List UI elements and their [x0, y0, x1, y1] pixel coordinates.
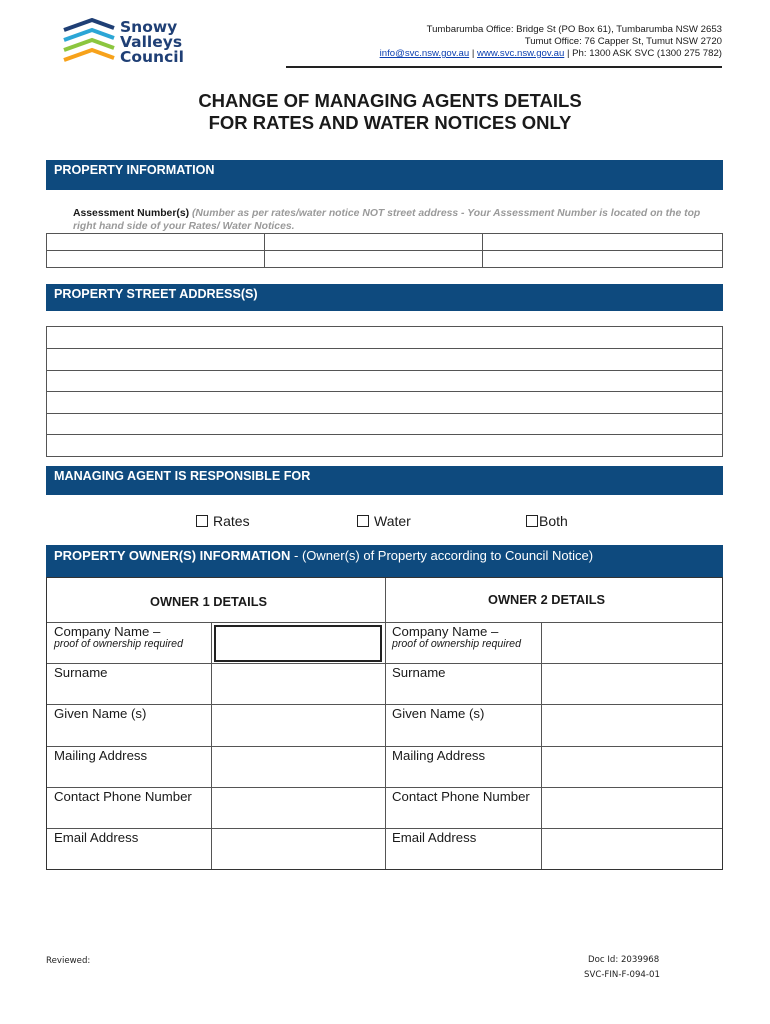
street-address-field[interactable]: [47, 392, 722, 413]
header-divider: [286, 66, 722, 68]
reviewed-label: Reviewed:: [46, 956, 91, 966]
assessment-number-field[interactable]: [47, 251, 264, 267]
office-tumbarumba: Tumbarumba Office: Bridge St (PO Box 61), Tumbarumba NSW 2653: [426, 24, 722, 35]
assessment-number-field[interactable]: [483, 251, 722, 267]
assessment-number-grid: [46, 233, 723, 268]
owner-2-mailing-address-label: Mailing Address: [392, 748, 486, 763]
logo-line-3: Council: [120, 48, 184, 66]
contact-line: [380, 48, 722, 60]
form-title-line-2: FOR RATES AND WATER NOTICES ONLY: [208, 112, 572, 133]
office-tumut: Tumut Office: 76 Capper St, Tumut NSW 2720: [524, 36, 722, 47]
owner-2-given-name-label: Given Name (s): [392, 706, 485, 721]
owner-1-surname-input[interactable]: [212, 664, 385, 704]
section-property-information: [46, 160, 723, 190]
doc-id: Doc Id: 2039968: [588, 955, 660, 965]
owner-1-company-name-label: Company Name –: [54, 624, 161, 639]
section-heading: MANAGING AGENT IS RESPONSIBLE FOR: [54, 469, 311, 483]
option-both[interactable]: [526, 513, 568, 529]
logo-mark-icon: [62, 18, 122, 70]
option-rates[interactable]: [196, 513, 250, 529]
owner-2-mailing-address-input[interactable]: [542, 747, 722, 787]
both-label: Both: [539, 513, 568, 529]
owner-1-given-name-label: Given Name (s): [54, 706, 147, 721]
section-property-owner-information: [46, 545, 723, 577]
section-heading: PROPERTY STREET ADDRESS(S): [54, 287, 258, 301]
owner-1-phone-input[interactable]: [212, 788, 385, 828]
owner-2-phone-input[interactable]: [542, 788, 722, 828]
owner-1-phone-label: Contact Phone Number: [54, 789, 192, 804]
owner-2-ownership-note: proof of ownership required: [392, 638, 521, 650]
street-address-field[interactable]: [47, 327, 722, 348]
street-address-field[interactable]: [47, 435, 722, 456]
street-address-field[interactable]: [47, 371, 722, 391]
owner-2-surname-label: Surname: [392, 665, 446, 680]
owner-info-note: - (Owner(s) of Property according to Council Notice): [290, 548, 594, 563]
owner-1-mailing-address-input[interactable]: [212, 747, 385, 787]
assessment-instructions: [73, 207, 723, 233]
water-checkbox[interactable]: [357, 515, 369, 527]
owner-1-mailing-address-label: Mailing Address: [54, 748, 148, 763]
owner-1-surname-label: Surname: [54, 665, 108, 680]
option-water[interactable]: [357, 513, 411, 529]
street-address-lines: [46, 326, 723, 457]
assessment-number-field[interactable]: [47, 234, 264, 250]
section-heading: PROPERTY INFORMATION: [54, 163, 215, 177]
owner-details-table: [46, 577, 723, 870]
owner-1-ownership-note: proof of ownership required: [54, 638, 183, 650]
assessment-number-field[interactable]: [265, 234, 482, 250]
owner-2-title: OWNER 2 DETAILS: [488, 592, 606, 607]
section-property-street-address: [46, 284, 723, 311]
owner-1-title: OWNER 1 DETAILS: [150, 594, 268, 609]
owner-2-phone-label: Contact Phone Number: [392, 789, 530, 804]
form-title-line-1: CHANGE OF MANAGING AGENTS DETAILS: [198, 90, 582, 111]
street-address-field[interactable]: [47, 349, 722, 370]
owner-2-company-name-label: Company Name –: [392, 624, 499, 639]
form-title: [0, 90, 770, 134]
email-link[interactable]: info@svc.nsw.gov.au: [379, 48, 470, 59]
logo-wordmark: [120, 20, 184, 65]
logo-line-1: Snowy: [120, 18, 178, 36]
rates-checkbox[interactable]: [196, 515, 208, 527]
owner-2-surname-input[interactable]: [542, 664, 722, 704]
section-heading: [54, 548, 593, 563]
owner-1-email-input[interactable]: [212, 829, 385, 869]
owner-1-given-name-input[interactable]: [212, 705, 385, 746]
owner-info-heading: PROPERTY OWNER(S) INFORMATION: [54, 548, 291, 563]
assessment-note: (Number as per rates/water notice NOT street address - Your Assessment Number is located on the top right hand side of your Rates/ Water Notices.: [73, 208, 701, 232]
owner-2-given-name-input[interactable]: [542, 705, 722, 746]
doc-code: SVC-FIN-F-094-01: [584, 970, 660, 980]
assessment-label: Assessment Number(s): [73, 208, 190, 219]
separator: |: [471, 48, 478, 59]
owner-2-email-input[interactable]: [542, 829, 722, 869]
owner-1-email-label: Email Address: [54, 830, 139, 845]
assessment-number-field[interactable]: [265, 251, 482, 267]
office-contact-block: [380, 24, 722, 60]
owner-1-company-name-input[interactable]: [214, 625, 382, 662]
logo-line-2: Valleys: [120, 33, 183, 51]
separator: |: [566, 48, 573, 59]
rates-label: Rates: [213, 513, 250, 529]
assessment-number-field[interactable]: [483, 234, 722, 250]
street-address-field[interactable]: [47, 414, 722, 434]
section-managing-agent-responsible: [46, 466, 723, 495]
both-checkbox[interactable]: [526, 515, 538, 527]
water-label: Water: [374, 513, 411, 529]
owner-2-email-label: Email Address: [392, 830, 477, 845]
owner-2-company-name-input[interactable]: [542, 623, 722, 663]
website-link[interactable]: www.svc.nsw.gov.au: [477, 48, 565, 59]
phone-number: Ph: 1300 ASK SVC (1300 275 782): [572, 48, 722, 59]
